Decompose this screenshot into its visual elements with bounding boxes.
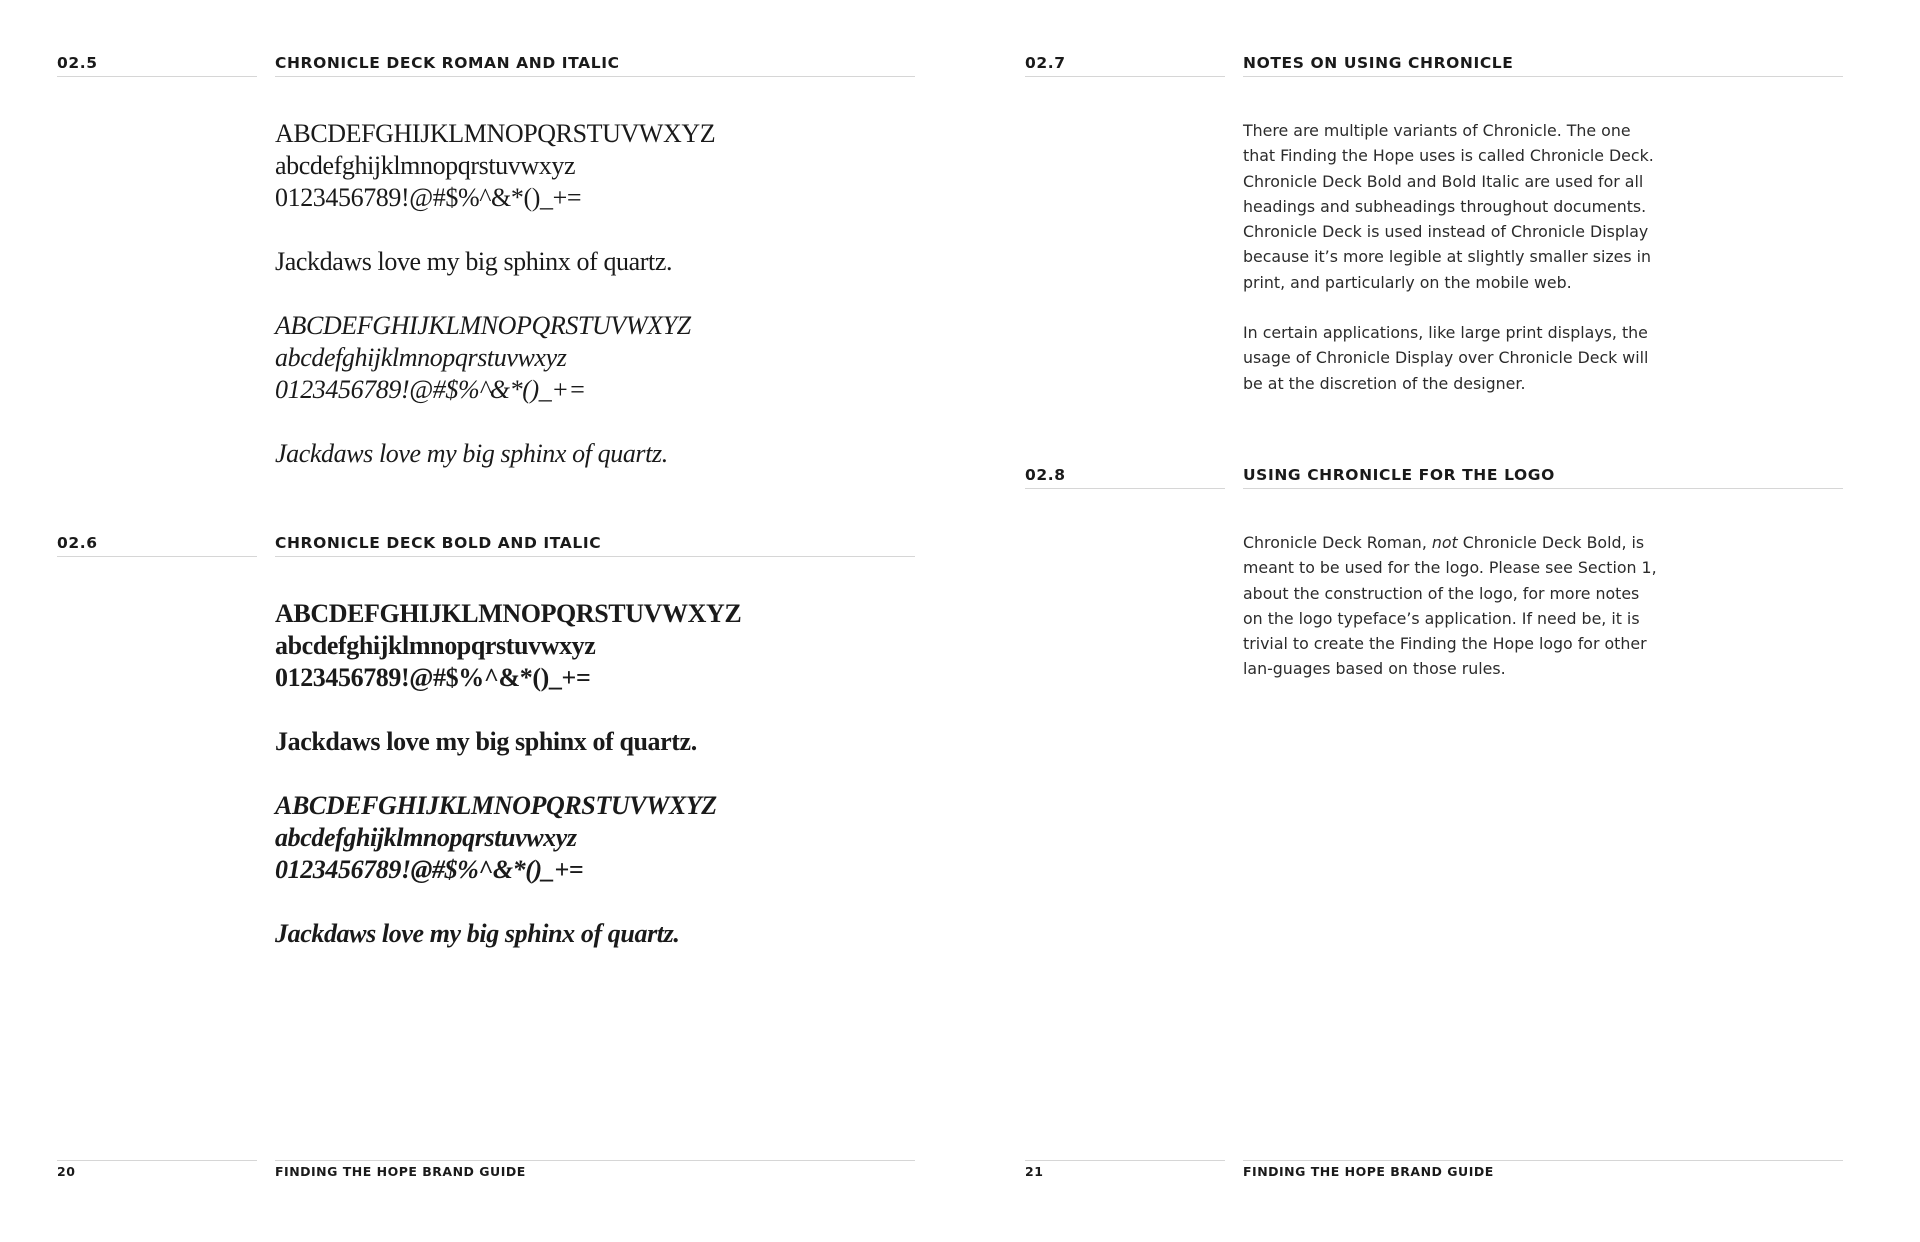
bold-uppercase: ABCDEFGHIJKLMNOPQRSTUVWXYZ: [275, 599, 742, 628]
divider-rule: [275, 556, 915, 557]
italic-lowercase: abcdefghijklmnopqrstuvwxyz: [275, 343, 567, 372]
divider-rule: [1025, 488, 1225, 489]
section-title: CHRONICLE DECK BOLD AND ITALIC: [275, 534, 602, 552]
bold-italic-lowercase: abcdefghijklmnopqrstuvwxyz: [275, 823, 577, 852]
section-number: 02.8: [1025, 466, 1066, 484]
logo-body: [1243, 530, 1663, 707]
section-title: USING CHRONICLE FOR THE LOGO: [1243, 466, 1555, 484]
roman-numerals: 0123456789!@#$%^&*()_+=: [275, 183, 582, 212]
bold-italic-numerals: 0123456789!@#$%^&*()_+=: [275, 855, 584, 884]
page-number: 21: [1025, 1164, 1044, 1179]
logo-paragraph-start: Chronicle Deck Roman,: [1243, 533, 1432, 552]
footer-rule: [1243, 1160, 1843, 1161]
roman-pangram: Jackdaws love my big sphinx of quartz.: [275, 247, 673, 276]
divider-rule: [57, 556, 257, 557]
notes-body: [1243, 118, 1663, 421]
italic-uppercase: ABCDEFGHIJKLMNOPQRSTUVWXYZ: [275, 311, 691, 340]
bold-specimen: [275, 598, 915, 950]
divider-rule: [275, 76, 915, 77]
bold-italic-pangram: Jackdaws love my big sphinx of quartz.: [275, 919, 680, 948]
italic-numerals: 0123456789!@#$%^&*()_+=: [275, 375, 586, 404]
divider-rule: [1243, 76, 1843, 77]
divider-rule: [1243, 488, 1843, 489]
roman-lowercase: abcdefghijklmnopqrstuvwxyz: [275, 151, 576, 180]
footer-rule: [57, 1160, 257, 1161]
roman-uppercase: ABCDEFGHIJKLMNOPQRSTUVWXYZ: [275, 119, 716, 148]
page-number: 20: [57, 1164, 76, 1179]
footer-title: FINDING THE HOPE BRAND GUIDE: [1243, 1164, 1494, 1179]
logo-paragraph-emphasis: not: [1431, 533, 1458, 552]
section-title: NOTES ON USING CHRONICLE: [1243, 54, 1514, 72]
roman-specimen: [275, 118, 915, 470]
footer-rule: [1025, 1160, 1225, 1161]
notes-paragraph: In certain applications, like large print displays, the usage of Chronicle Display over Chronicle Deck will be at the discretion of the designer.: [1243, 323, 1649, 393]
footer-rule: [275, 1160, 915, 1161]
section-title: CHRONICLE DECK ROMAN AND ITALIC: [275, 54, 620, 72]
bold-pangram: Jackdaws love my big sphinx of quartz.: [275, 727, 697, 756]
section-number: 02.5: [57, 54, 98, 72]
notes-paragraph: There are multiple variants of Chronicle. The one that Finding the Hope uses is called Chronicle Deck. Chronicle Deck Bold and Bold Italic are used for all headings and subheadings throughout documents. Chronicle Deck is used instead of Chronicle Display because it’s more legible at slightly smaller sizes in print, and particularly on the mobile web.: [1243, 121, 1654, 292]
divider-rule: [1025, 76, 1225, 77]
right-page: [960, 0, 1920, 1242]
logo-paragraph: [1243, 530, 1663, 682]
divider-rule: [57, 76, 257, 77]
bold-lowercase: abcdefghijklmnopqrstuvwxyz: [275, 631, 596, 660]
footer-title: FINDING THE HOPE BRAND GUIDE: [275, 1164, 526, 1179]
section-number: 02.7: [1025, 54, 1066, 72]
section-number: 02.6: [57, 534, 98, 552]
italic-pangram: Jackdaws love my big sphinx of quartz.: [275, 439, 668, 468]
logo-paragraph-end: Chronicle Deck Bold, is meant to be used for the logo. Please see Section 1, about the construction of the logo, for more notes on the logo typeface’s application. If need be, it is trivial to create the Finding the Hope logo for other lan-guages based on those rules.: [1243, 533, 1657, 679]
bold-numerals: 0123456789!@#$%^&*()_+=: [275, 663, 591, 692]
bold-italic-uppercase: ABCDEFGHIJKLMNOPQRSTUVWXYZ: [275, 791, 717, 820]
